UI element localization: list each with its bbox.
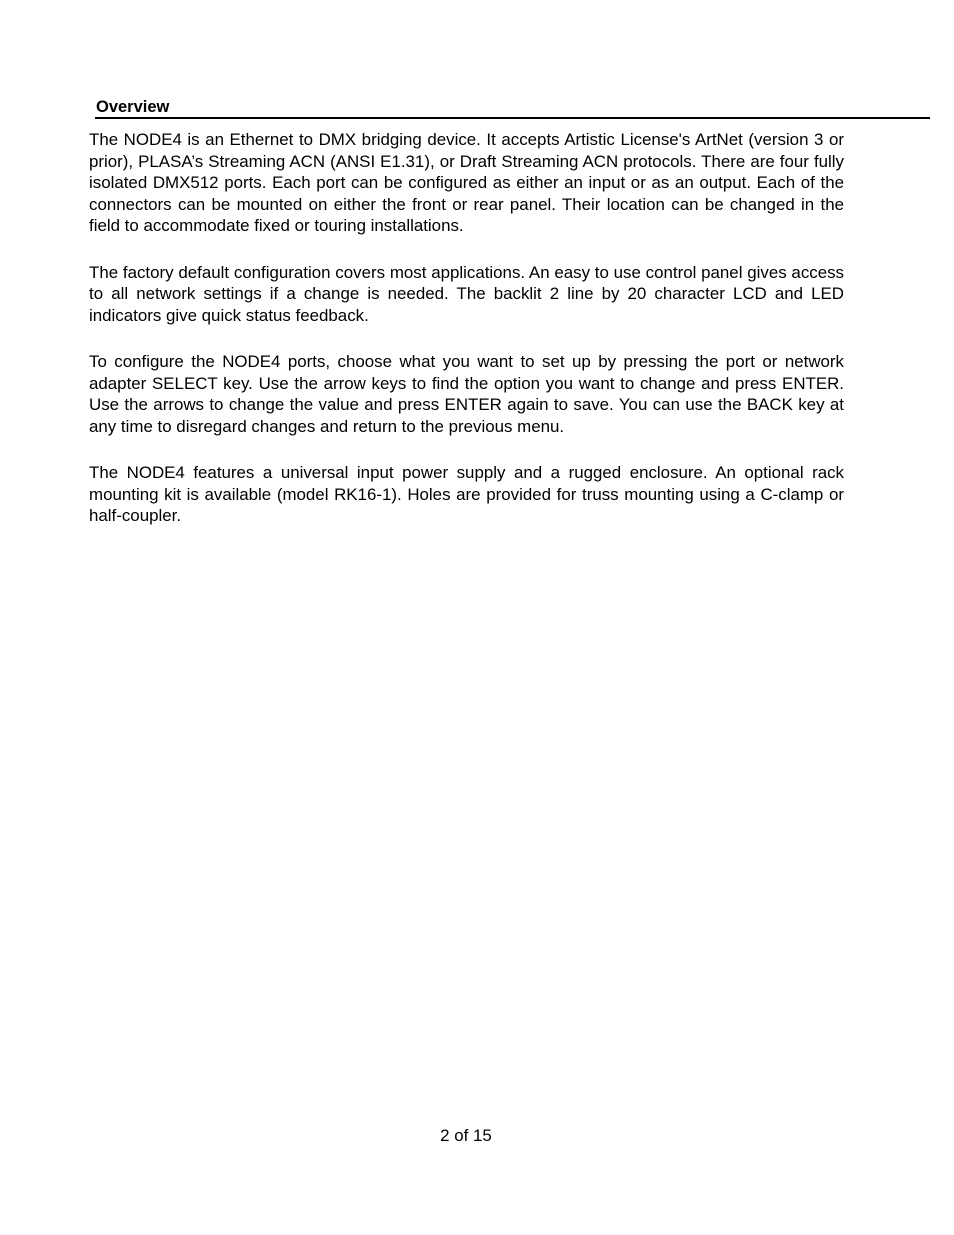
paragraph-power-supply: The NODE4 features a universal input power supply and a rugged enclosure. An optional rack mounting kit is available (model RK16-1). Holes are provided for truss mounting using a C-clamp or half-coupler. — [89, 463, 844, 525]
body-text — [89, 129, 844, 552]
paragraph-default-config: The factory default configuration covers most applications. An easy to use control panel gives access to all network settings if a change is needed. The backlit 2 line by 20 character LCD and LED indicators give quick status feedback. — [89, 262, 844, 325]
paragraph-configure-ports: To configure the NODE4 ports, choose what you want to set up by pressing the port or network adapter SELECT key. Use the arrow keys to find the option you want to change and press ENTER. Use the arrows to change the value and press ENTER again to save. You can use the BACK key at any time to disregard changes and return to the previous menu. — [89, 352, 844, 436]
paragraph-intro: The NODE4 is an Ethernet to DMX bridging device. It accepts Artistic License's ArtNet (version 3 or prior), PLASA’s Streaming ACN (ANSI E1.31), or Draft Streaming ACN protocols. There are four fully isolated DMX512 ports. Each port can be configured as either an input or as an output. Each of the connectors can be mounted on either the front or rear panel. Their location can be changed in the field to accommodate fixed or touring installations. — [89, 130, 844, 235]
section-header — [95, 97, 930, 119]
page-number: 2 of 15 — [440, 1126, 492, 1145]
section-heading: Overview — [96, 98, 170, 116]
